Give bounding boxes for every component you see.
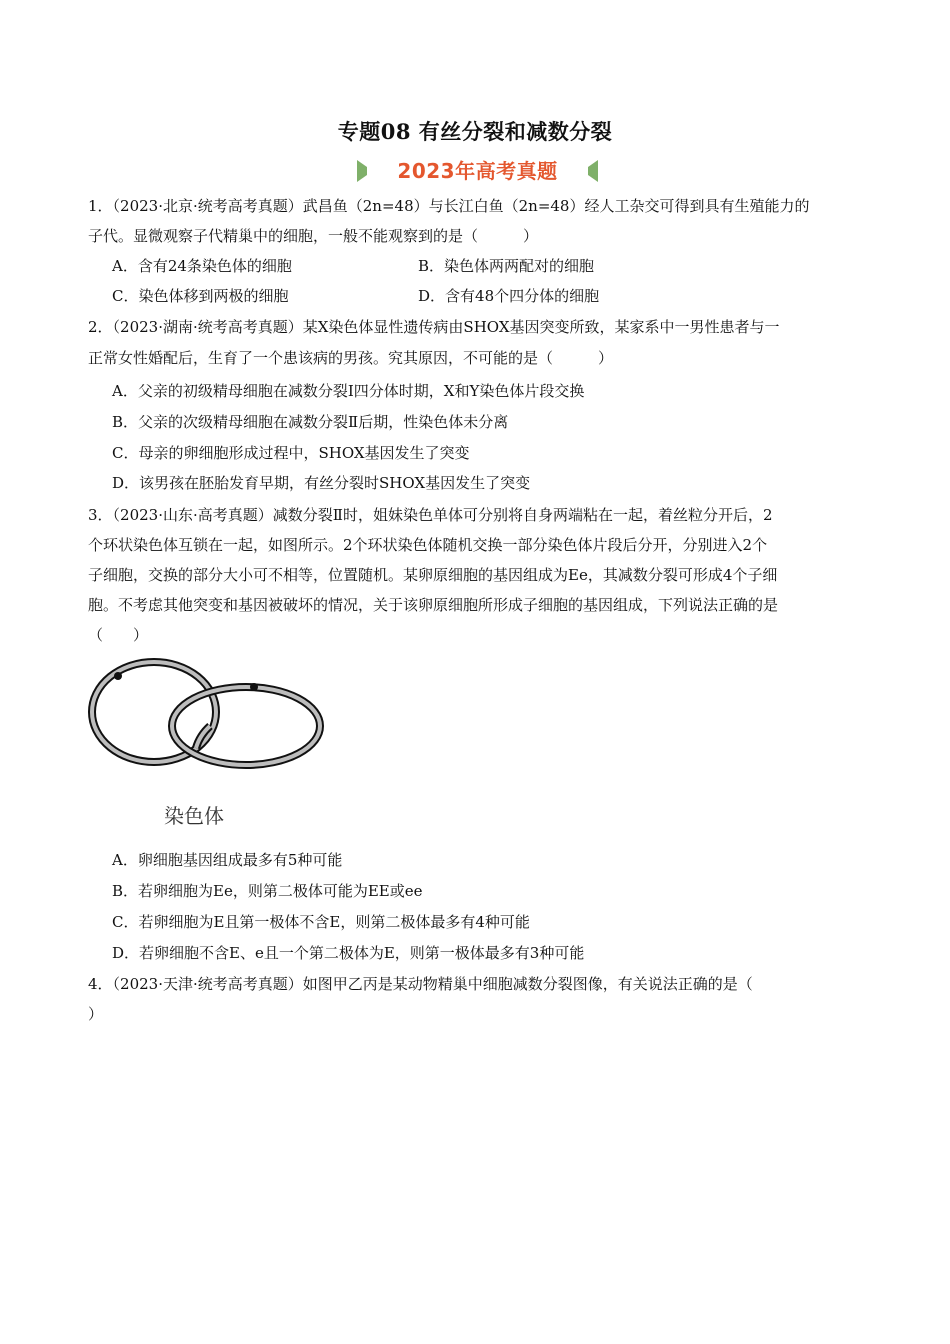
question-3-option-d: D．若卵细胞不含E、e且一个第二极体为E，则第一极体最多有3种可能: [112, 944, 585, 962]
question-1-line-2: 子代。显微观察子代精巢中的细胞，一般不能观察到的是（ ）: [88, 227, 539, 245]
question-3-line-3: 子细胞，交换的部分大小可不相等，位置随机。某卵原细胞的基因组成为Ee，其减数分裂可形成4个子细: [88, 566, 778, 584]
question-3-option-c: C．若卵细胞为E且第一极体不含E，则第二极体最多有4种可能: [112, 913, 530, 931]
question-1-line-1: 1．（2023·北京·统考高考真题）武昌鱼（2n=48）与长江白鱼（2n=48）经人工杂交可得到具有生殖能力的: [88, 197, 810, 215]
question-4-line-2: ）: [88, 1005, 104, 1023]
question-2-option-b: B．父亲的次级精母细胞在减数分裂Ⅱ后期，性染色体未分离: [112, 413, 509, 431]
question-2-line-1: 2．（2023·湖南·统考高考真题）某X染色体显性遗传病由SHOX基因突变所致，某家系中一男性患者与一: [88, 318, 780, 336]
question-1-option-a: A．含有24条染色体的细胞: [112, 257, 292, 275]
question-3-option-a: A．卵细胞基因组成最多有5种可能: [112, 851, 343, 869]
question-3-line-1: 3．（2023·山东·高考真题）减数分裂Ⅱ时，姐妹染色单体可分别将自身两端粘在一起，着丝粒分开后，2: [88, 506, 773, 524]
question-2-option-c: C．母亲的卵细胞形成过程中，SHOX基因发生了突变: [112, 444, 470, 462]
question-1-option-b: B．染色体两两配对的细胞: [418, 257, 595, 275]
section-banner: [355, 156, 600, 186]
question-3-line-2: 个环状染色体互锁在一起，如图所示。2个环状染色体随机交换一部分染色体片段后分开，分别进入2个: [88, 536, 768, 554]
question-1-option-d: D．含有48个四分体的细胞: [418, 287, 600, 305]
figure-caption: 染色体: [164, 804, 224, 828]
question-2-option-d: D．该男孩在胚胎发育早期，有丝分裂时SHOX基因发生了突变: [112, 474, 531, 492]
question-1-option-c: C．染色体移到两极的细胞: [112, 287, 289, 305]
question-2-option-a: A．父亲的初级精母细胞在减数分裂Ⅰ四分体时期，X和Y染色体片段交换: [112, 382, 585, 400]
question-2-line-2: 正常女性婚配后，生育了一个患该病的男孩。究其原因，不可能的是（ ）: [88, 349, 614, 367]
page-title: 专题08 有丝分裂和减数分裂: [337, 119, 613, 144]
question-3-line-5: （ ）: [88, 626, 149, 644]
right-bracket-icon: [584, 158, 600, 184]
question-4-line-1: 4．（2023·天津·统考高考真题）如图甲乙丙是某动物精巢中细胞减数分裂图像，有关说法正确的是（: [88, 975, 753, 993]
banner-label: 2023年高考真题: [397, 159, 558, 183]
question-3-line-4: 胞。不考虑其他突变和基因被破坏的情况，关于该卵原细胞所形成子细胞的基因组成，下列说法正确的是: [88, 596, 779, 614]
question-3-option-b: B．若卵细胞为Ee，则第二极体可能为EE或ee: [112, 882, 423, 900]
